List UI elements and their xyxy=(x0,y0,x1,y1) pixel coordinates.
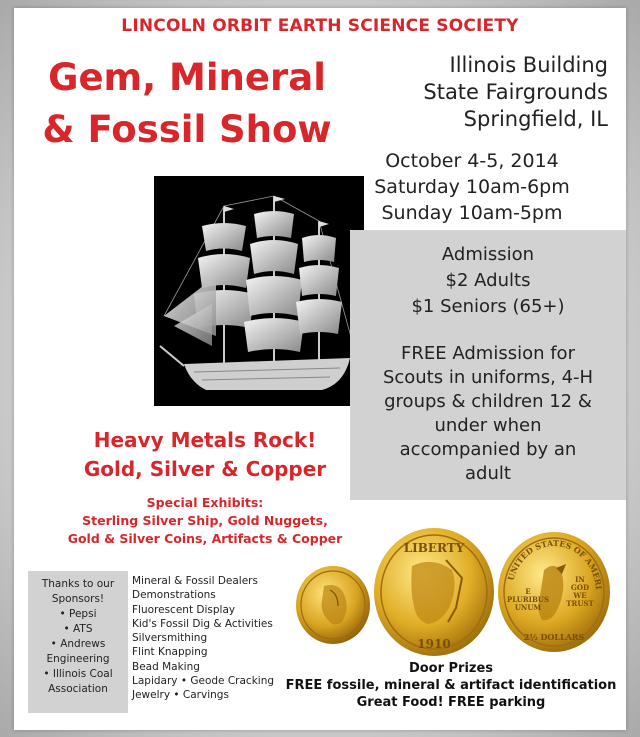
eagle-coin-icon xyxy=(496,530,612,654)
activity-item: Flint Knapping xyxy=(132,646,208,659)
buffalo-coin-photo xyxy=(294,564,372,646)
sponsor-line: Association xyxy=(48,683,108,695)
sponsor-line: • Illinois Coal xyxy=(43,668,113,680)
headline-line: Heavy Metals Rock! xyxy=(93,428,317,452)
door-line: FREE fossile, mineral & artifact identification xyxy=(285,678,617,693)
door-line: Door Prizes xyxy=(408,661,494,676)
eagle-coin-motto: GOD xyxy=(570,583,590,592)
ship-icon xyxy=(154,176,364,406)
special-line: Special Exhibits: xyxy=(146,495,264,510)
admission-line: Admission xyxy=(441,244,535,265)
eagle-coin-value: 2½ DOLLARS xyxy=(523,632,585,642)
special-exhibits xyxy=(40,494,370,548)
free-line: accompanied by an xyxy=(399,439,577,460)
sponsor-line: • Pepsi xyxy=(59,608,97,620)
special-line: Sterling Silver Ship, Gold Nuggets, xyxy=(82,513,328,528)
door-prizes xyxy=(284,660,618,711)
show-dates xyxy=(342,148,602,226)
sponsor-line: • Andrews xyxy=(50,638,106,650)
free-line: groups & children 12 & xyxy=(384,391,592,412)
buffalo-coin-icon xyxy=(294,564,372,646)
venue xyxy=(358,52,608,133)
show-title xyxy=(22,52,352,156)
eagle-coin-motto: PLURIBUS xyxy=(506,595,550,604)
free-line: under when xyxy=(434,415,542,436)
activity-item: Kid's Fossil Dig & Activities xyxy=(132,617,273,630)
venue-line: Illinois Building xyxy=(449,53,608,77)
special-line: Gold & Silver Coins, Artifacts & Copper xyxy=(67,531,343,546)
activity-item: Fluorescent Display xyxy=(132,603,236,616)
admission-panel xyxy=(350,230,626,500)
headline-line: Gold, Silver & Copper xyxy=(83,457,327,481)
show-title-line: & Fossil Show xyxy=(42,108,332,151)
admission-prices xyxy=(350,242,626,320)
flyer xyxy=(14,8,626,730)
door-line: Great Food! FREE parking xyxy=(356,695,546,710)
date-line: Sunday 10am-5pm xyxy=(381,202,563,224)
eagle-coin-motto: E xyxy=(525,587,531,596)
free-line: FREE Admission for xyxy=(401,343,575,364)
venue-line: Springfield, IL xyxy=(463,107,608,131)
activity-item: Lapidary • Geode Cracking xyxy=(132,675,275,688)
indian-coin-liberty: LIBERTY xyxy=(403,541,465,555)
admission-line: $1 Seniors (65+) xyxy=(411,296,565,317)
indian-coin-year: 1910 xyxy=(417,637,451,651)
indian-head-coin-icon xyxy=(372,526,496,658)
free-line: adult xyxy=(465,463,511,484)
eagle-coin-motto: WE xyxy=(573,591,587,600)
date-line: Saturday 10am-6pm xyxy=(374,176,570,198)
silver-ship-photo xyxy=(154,176,364,406)
sponsors-panel xyxy=(28,571,128,713)
venue-line: State Fairgrounds xyxy=(423,80,608,104)
activity-item: Mineral & Fossil Dealers xyxy=(132,575,258,587)
eagle-coin-legend: UNITED STATES OF AMERI xyxy=(505,537,604,590)
activity-item: Demonstrations xyxy=(132,589,216,602)
sponsor-line: Sponsors! xyxy=(51,593,105,605)
eagle-coin-motto: TRUST xyxy=(566,599,594,608)
sponsor-line: Thanks to our xyxy=(41,578,115,590)
free-admission-note xyxy=(350,342,626,486)
admission-line: $2 Adults xyxy=(445,270,531,291)
activity-item: Silversmithing xyxy=(132,632,208,645)
show-title-line: Gem, Mineral xyxy=(48,56,326,99)
sponsor-line: • ATS xyxy=(63,623,93,635)
activity-item: Jewelry • Carvings xyxy=(132,689,229,702)
eagle-coin-photo xyxy=(496,530,612,654)
eagle-coin-motto: UNUM xyxy=(514,603,542,612)
sponsor-line: Engineering xyxy=(46,653,110,665)
headline xyxy=(40,426,370,484)
society-name: LINCOLN ORBIT EARTH SCIENCE SOCIETY xyxy=(121,16,519,36)
indian-head-coin-photo xyxy=(372,526,496,658)
date-line: October 4-5, 2014 xyxy=(385,150,559,172)
eagle-coin-motto: IN xyxy=(575,575,585,584)
activity-item: Bead Making xyxy=(132,660,200,673)
free-line: Scouts in uniforms, 4-H xyxy=(382,367,594,388)
